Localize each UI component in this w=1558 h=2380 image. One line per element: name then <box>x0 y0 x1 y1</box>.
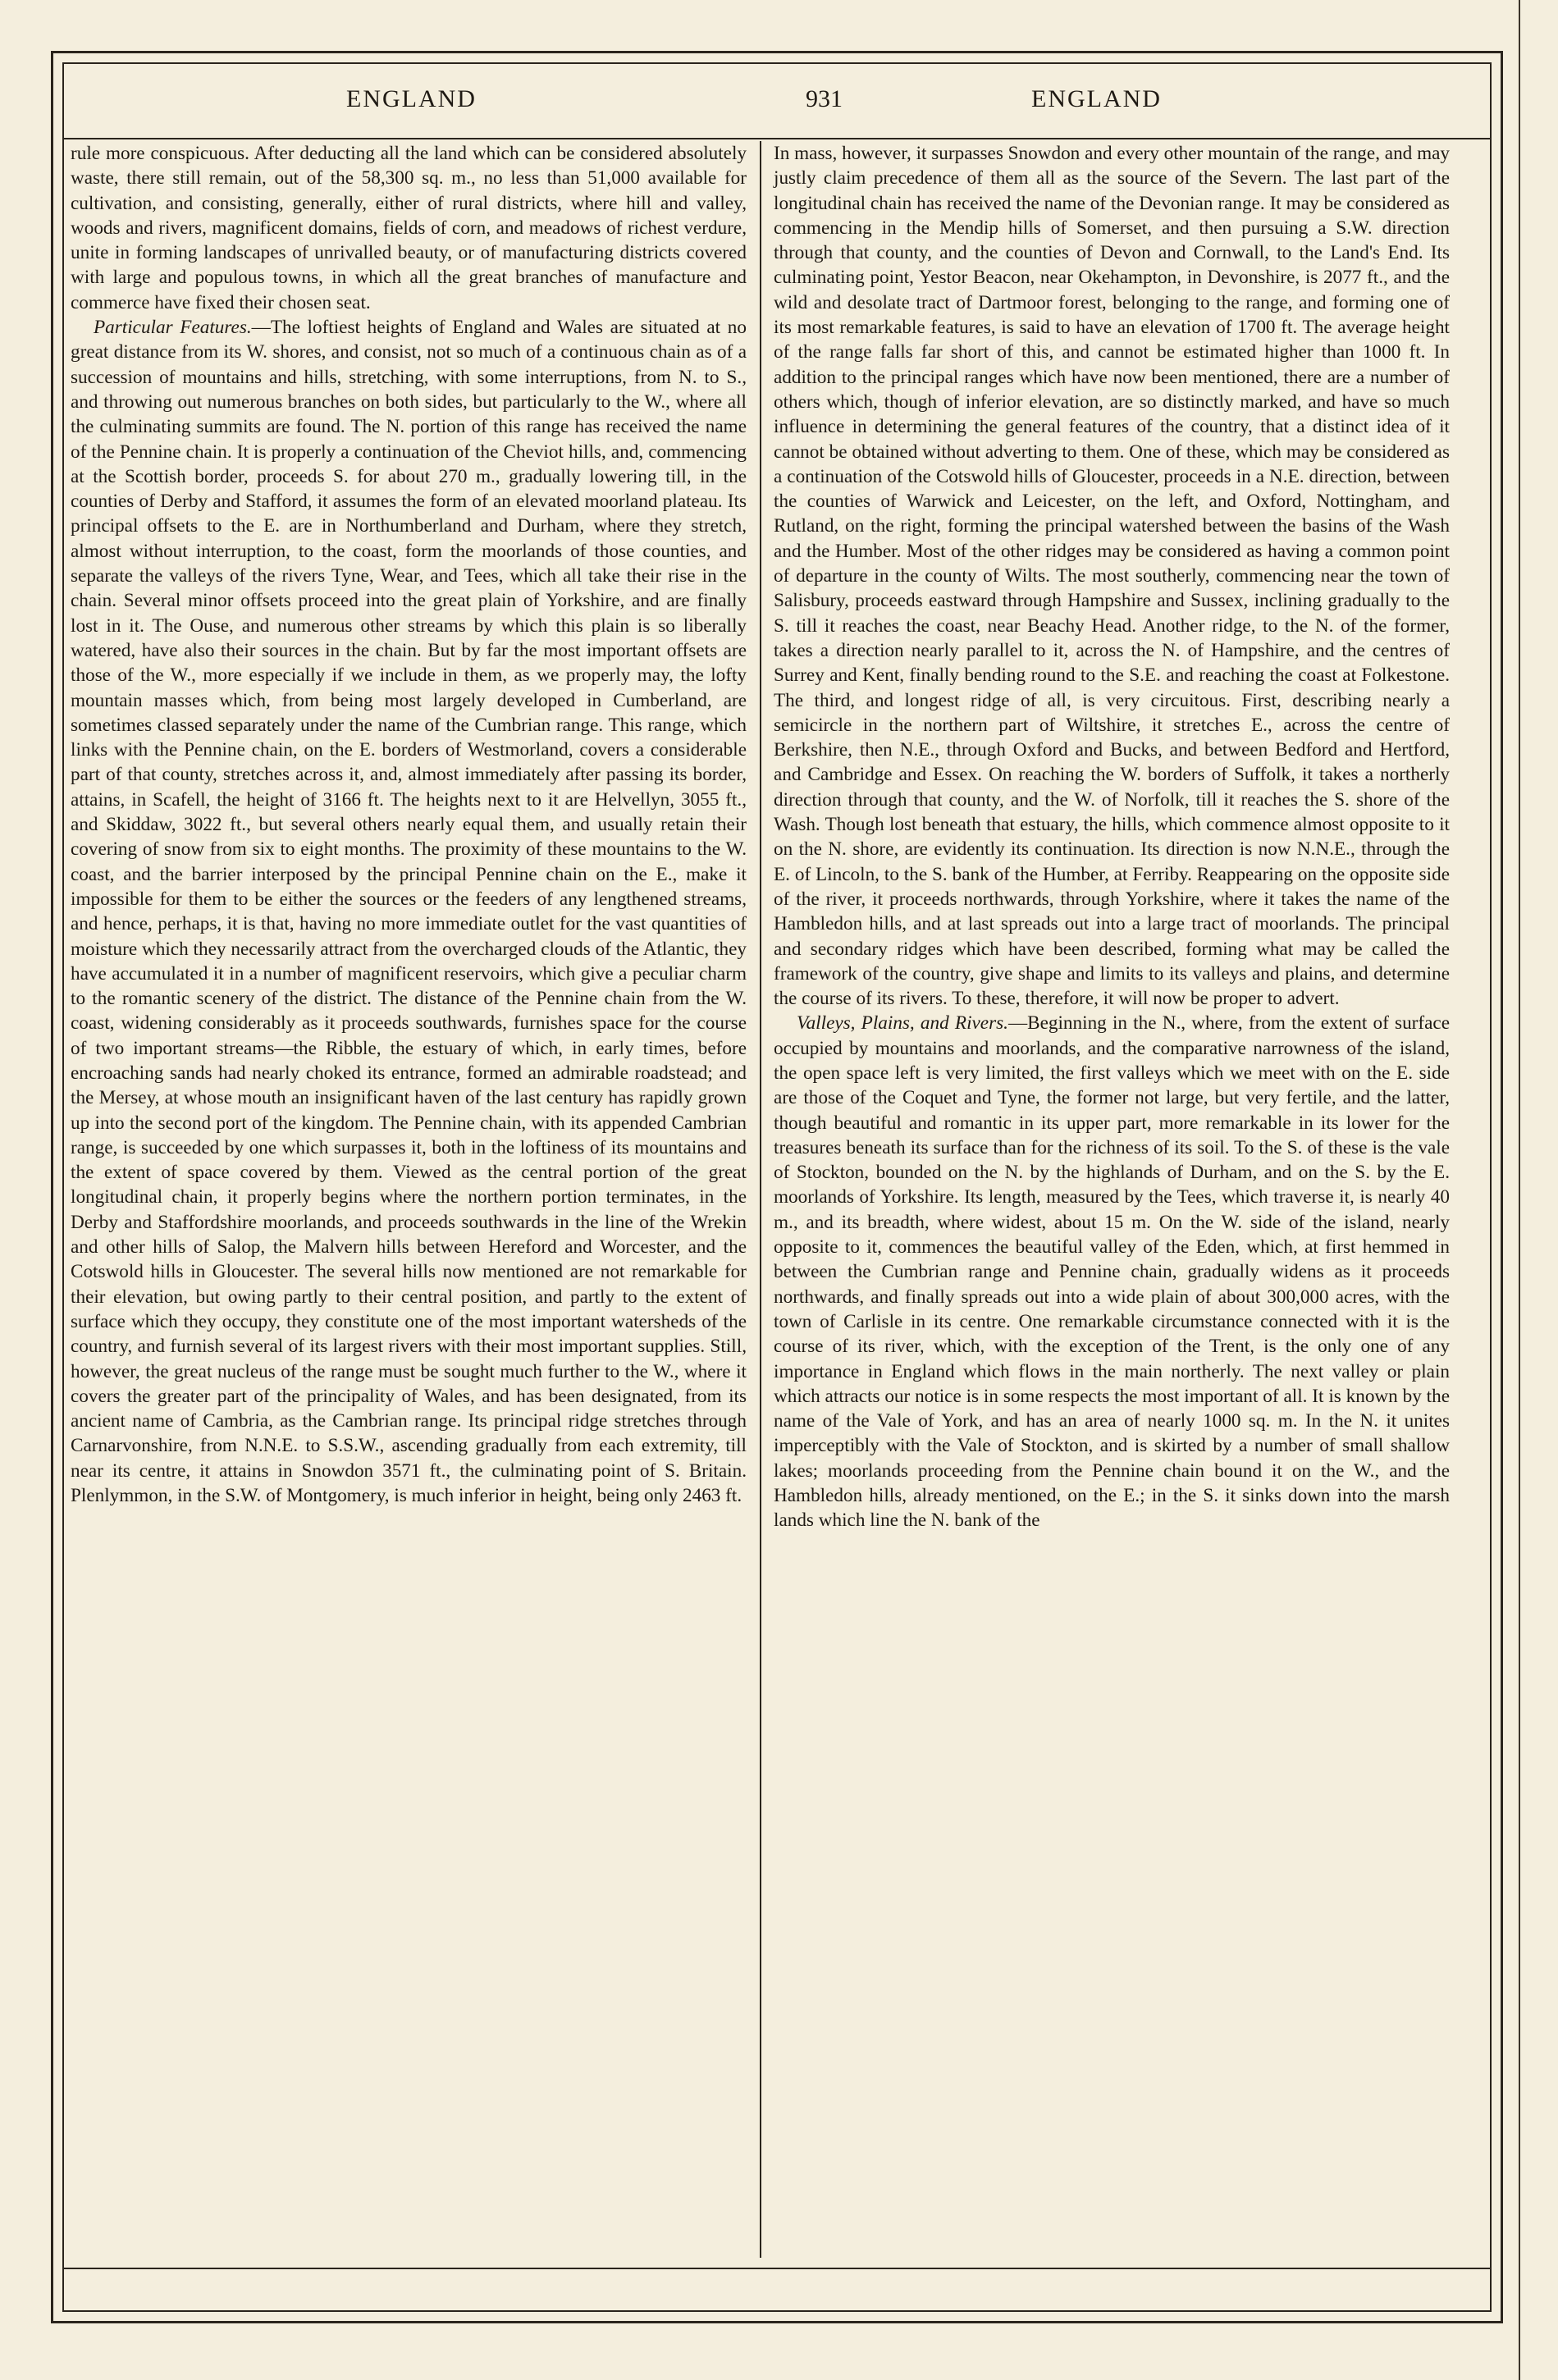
page-number: 931 <box>806 85 843 112</box>
left-paragraph-particular-features <box>71 315 747 1508</box>
header-rule <box>64 138 1490 139</box>
right-paragraph-valleys <box>774 1011 1450 1533</box>
column-divider <box>760 141 761 2258</box>
binding-edge-rule <box>1519 0 1520 2380</box>
running-head-right: ENGLAND <box>1031 85 1162 112</box>
page-header <box>67 85 1487 135</box>
section-heading-particular-features: Particular Features. <box>94 317 252 339</box>
left-column <box>71 141 747 1508</box>
right-paragraph-continuation: In mass, however, it surpasses Snowdon and every other mountain of the range, and may justly claim precedence of them all as the source of the Severn. The last part of the longitudinal chain has received the name of the Devonian range. It may be considered as commencing in the Mendip hills of Somerset, and then pursuing a S.W. direction through that county, and the counties of Devon and Cornwall, to the Land's End. Its culminating point, Yestor Beacon, near Okehampton, in Devonshire, is 2077 ft., and the wild and desolate tract of Dartmoor forest, belonging to the range, and forming one of its most remarkable features, is said to have an elevation of 1700 ft. The average height of the range falls far short of this, and cannot be estimated higher than 1000 ft. In addition to the principal ranges which have now been mentioned, there are a number of others which, though of inferior elevation, are so distinctly marked, and have so much influence in determining the general features of the country, that a distinct idea of it cannot be obtained without adverting to them. One of these, which may be considered as a continuation of the Cotswold hills of Gloucester, proceeds in a N.E. direction, between the counties of Warwick and Leicester, on the left, and Oxford, Nottingham, and Rutland, on the right, forming the principal watershed between the basins of the Wash and the Humber. Most of the other ridges may be considered as having a common point of departure in the county of Wilts. The most southerly, commencing near the town of Salisbury, proceeds eastward through Hampshire and Sussex, inclining gradually to the S. till it reaches the coast, near Beachy Head. Another ridge, to the N. of the former, takes a direction nearly parallel to it, across the N. of Hampshire, and the centres of Surrey and Kent, finally bending round to the S.E. and reaching the coast at Folkestone. The third, and longest ridge of all, is very circuitous. First, describing nearly a semicircle in the northern part of Wiltshire, it stretches E., across the centre of Berkshire, then N.E., through Oxford and Bucks, and between Bedford and Hertford, and Cambridge and Essex. On reaching the W. borders of Suffolk, it takes a northerly direction through that county, and the W. of Norfolk, till it reaches the S. shore of the Wash. Though lost beneath that estuary, the hills, which commence almost opposite to it on the N. shore, are evidently its continuation. Its direction is now N.N.E., through the E. of Lincoln, to the S. bank of the Humber, at Ferriby. Reappearing on the opposite side of the river, it proceeds northwards, through Yorkshire, where it takes the name of the Hambledon hills, and at last spreads out into a large tract of moorlands. The principal and secondary ridges which have been described, forming what may be called the framework of the country, give shape and limits to its valleys and plains, and determine the course of its rivers. To these, therefore, it will now be proper to advert. <box>774 143 1450 1010</box>
right-column <box>774 141 1450 1533</box>
running-head-left: ENGLAND <box>346 85 477 112</box>
right-paragraph-body: —Beginning in the N., where, from the extent of surface occupied by mountains and moorlands, and the comparative narrowness of the island, the open space left is very limited, the first valleys which we meet with on the E. side are those of the Coquet and Tyne, the former not large, but very fertile, and the latter, though beautiful and romantic in its upper part, more remarkable in its lower for the treasures beneath its surface than for the richness of its soil. To the S. of these is the vale of Stockton, bounded on the N. by the highlands of Durham, and on the S. by the E. moorlands of Yorkshire. Its length, measured by the Tees, which traverse it, is nearly 40 m., and its breadth, where widest, about 15 m. On the W. side of the island, nearly opposite to it, commences the beautiful valley of the Eden, which, at first hemmed in between the Cumbrian range and Pennine chain, gradually widens as it proceeds northwards, and finally spreads out into a wide plain of about 300,000 acres, with the town of Carlisle in its centre. One remarkable circumstance connected with it is the course of its river, which, with the exception of the Trent, is the only one of any importance in England which flows in the main northerly. The next valley or plain which attracts our notice is in some respects the most important of all. It is known by the name of the Vale of York, and has an area of nearly 1000 sq. m. In the N. it unites imperceptibly with the Vale of Stockton, and is skirted by a number of small shallow lakes; moorlands proceeding from the Pennine chain bound it on the W., and the Hambledon hills, already mentioned, on the E.; in the S. it sinks down into the marsh lands which line the N. bank of the <box>774 1012 1450 1532</box>
left-paragraph-body: —The loftiest heights of England and Wales are situated at no great distance from its W. shores, and consist, not so much of a continuous chain as of a succession of mountains and hills, stretching, with some interruptions, from N. to S., and throwing out numerous branches on both sides, but particularly to the W., where all the culminating summits are found. The N. portion of this range has received the name of the Pennine chain. It is properly a continuation of the Cheviot hills, and, commencing at the Scottish border, proceeds S. for about 270 m., gradually lowering till, in the counties of Derby and Stafford, it assumes the form of an elevated moorland plateau. Its principal offsets to the E. are in Northumberland and Durham, where they stretch, almost without interruption, to the coast, form the moorlands of those counties, and separate the valleys of the rivers Tyne, Wear, and Tees, which all take their rise in the chain. Several minor offsets proceed into the great plain of Yorkshire, and are finally lost in it. The Ouse, and numerous other streams by which this plain is so liberally watered, have also their sources in the chain. But by far the most important offsets are those of the W., more especially if we include in them, as we properly may, the lofty mountain masses which, from being most largely developed in Cumberland, are sometimes classed separately under the name of the Cumbrian range. This range, which links with the Pennine chain, on the E. borders of Westmorland, covers a considerable part of that county, stretches across it, and, almost immediately after passing its border, attains, in Scafell, the height of 3166 ft. The heights next to it are Helvellyn, 3055 ft., and Skiddaw, 3022 ft., but several others nearly equal them, and usually retain their covering of snow from six to eight months. The proximity of these mountains to the W. coast, and the barrier interposed by the principal Pennine chain on the E., make it impossible for them to be either the sources or the feeders of any lengthened streams, and hence, perhaps, it is that, having no more immediate outlet for the vast quantities of moisture which they necessarily attract from the overcharged clouds of the Atlantic, they have accumulated it in a number of magnificent reservoirs, which give a peculiar charm to the romantic scenery of the district. The distance of the Pennine chain from the W. coast, widening considerably as it proceeds southwards, furnishes space for the course of two important streams—the Ribble, the estuary of which, in early times, before encroaching sands had nearly choked its entrance, formed an admirable roadstead; and the Mersey, at whose mouth an insignificant haven of the last century has rapidly grown up into the second port of the kingdom. The Pennine chain, with its appended Cambrian range, is succeeded by one which surpasses it, both in the loftiness of its mountains and the extent of space covered by them. Viewed as the central portion of the great longitudinal chain, it properly begins where the northern portion terminates, in the Derby and Staffordshire moorlands, and proceeds southwards in the line of the Wrekin and other hills of Salop, the Malvern hills between Hereford and Worcester, and the Cotswold hills in Gloucester. The several hills now mentioned are not remarkable for their elevation, but owing partly to their central position, and partly to the extent of surface which they occupy, they constitute one of the most important watersheds of the country, and furnish several of its largest rivers with their most important supplies. Still, however, the great nucleus of the range must be sought much further to the W., where it covers the greater part of the principality of Wales, and has been designated, from its ancient name of Cambria, as the Cambrian range. Its principal ridge stretches through Carnarvonshire, from N.N.E. to S.S.W., ascending gradually from each extremity, till near its centre, it attains in Snowdon 3571 ft., the culminating point of S. Britain. Plenlymmon, in the S.W. of Montgomery, is much inferior in height, being only 2463 ft. <box>71 317 747 1507</box>
section-heading-valleys-plains-rivers: Valleys, Plains, and Rivers. <box>797 1012 1008 1035</box>
bottom-rule <box>64 2268 1490 2269</box>
left-paragraph-continuation: rule more conspicuous. After deducting all the land which can be considered absolutely waste, there still remain, out of the 58,300 sq. m., no less than 51,000 available for cultivation, and consisting, generally, either of rural districts, where hill and valley, woods and rivers, magnificent domains, fields of corn, and meadows of richest verdure, unite in forming landscapes of unrivalled beauty, or of manufacturing districts covered with large and populous towns, in which all the great branches of manufacture and commerce have fixed their chosen seat. <box>71 143 747 313</box>
